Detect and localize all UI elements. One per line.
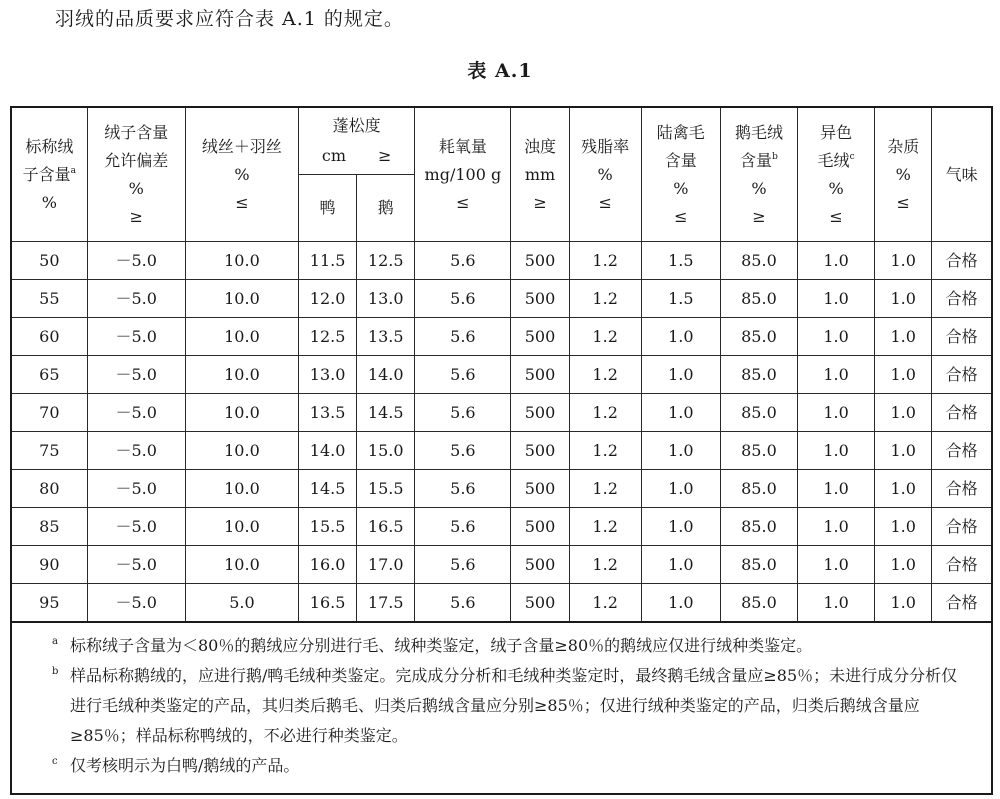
- table-cell: 12.5: [299, 318, 357, 356]
- table-cell: 1.0: [641, 394, 720, 432]
- header-odor: 气味: [932, 107, 992, 242]
- table-cell: 1.0: [641, 356, 720, 394]
- table-cell: 1.2: [569, 318, 641, 356]
- table-cell: 85.0: [720, 508, 797, 546]
- table-cell: 10.0: [185, 318, 298, 356]
- table-cell: 500: [511, 318, 569, 356]
- table-cell: 17.0: [357, 546, 415, 584]
- table-cell: 1.0: [875, 356, 932, 394]
- table-cell: －5.0: [87, 394, 185, 432]
- table-cell: －5.0: [87, 470, 185, 508]
- table-cell: 1.2: [569, 280, 641, 318]
- table-cell: 1.0: [875, 394, 932, 432]
- table-cell: 合格: [932, 394, 992, 432]
- header-residual-fat: 残脂率 % ≤: [569, 107, 641, 242]
- table-cell: 90: [11, 546, 87, 584]
- table-cell: 70: [11, 394, 87, 432]
- table-cell: 12.5: [357, 242, 415, 280]
- table-cell: 500: [511, 470, 569, 508]
- header-fill-power: 蓬松度 cm ≥: [299, 107, 415, 175]
- table-cell: 1.0: [875, 432, 932, 470]
- table-row: [11, 356, 992, 394]
- table-cell: 合格: [932, 242, 992, 280]
- table-cell: 1.0: [798, 584, 875, 623]
- table-cell: 合格: [932, 356, 992, 394]
- table-row: [11, 280, 992, 318]
- table-cell: 合格: [932, 470, 992, 508]
- header-goose-content: 鹅毛绒 含量$^b$ % ≥: [720, 107, 797, 242]
- table-cell: 5.6: [415, 242, 511, 280]
- table-cell: －5.0: [87, 432, 185, 470]
- table-cell: 85.0: [720, 318, 797, 356]
- table-row: [11, 470, 992, 508]
- table-cell: 1.0: [798, 280, 875, 318]
- table-cell: 16.5: [299, 584, 357, 623]
- table-cell: 500: [511, 242, 569, 280]
- table-cell: 1.0: [875, 318, 932, 356]
- table-cell: 13.5: [299, 394, 357, 432]
- table-row: [11, 394, 992, 432]
- table-cell: 15.5: [299, 508, 357, 546]
- header-fill-power-goose: 鹅: [357, 175, 415, 242]
- table-cell: 10.0: [185, 394, 298, 432]
- table-cell: 11.5: [299, 242, 357, 280]
- table-cell: 1.2: [569, 508, 641, 546]
- table-cell: 14.0: [357, 356, 415, 394]
- table-cell: 10.0: [185, 432, 298, 470]
- table-cell: 1.0: [798, 318, 875, 356]
- table-cell: 16.0: [299, 546, 357, 584]
- quality-requirements-table: [10, 106, 993, 623]
- table-cell: 合格: [932, 546, 992, 584]
- table-notes: [10, 621, 993, 795]
- table-cell: 5.6: [415, 318, 511, 356]
- table-cell: 85.0: [720, 280, 797, 318]
- table-cell: 85.0: [720, 584, 797, 623]
- header-turbidity: 浊度 mm ≥: [511, 107, 569, 242]
- table-cell: 1.0: [798, 470, 875, 508]
- table-cell: 80: [11, 470, 87, 508]
- table-cell: 1.0: [798, 242, 875, 280]
- table-cell: 1.0: [641, 584, 720, 623]
- table-cell: 1.0: [798, 546, 875, 584]
- intro-text: 羽绒的品质要求应符合表 A.1 的规定。: [55, 8, 404, 30]
- table-cell: 合格: [932, 280, 992, 318]
- table-row: [11, 432, 992, 470]
- table-cell: 15.0: [357, 432, 415, 470]
- table-cell: 500: [511, 280, 569, 318]
- table-cell: 5.6: [415, 470, 511, 508]
- table-cell: －5.0: [87, 242, 185, 280]
- header-fiber: 绒丝＋羽丝 % ≤: [185, 107, 298, 242]
- header-off-color: 异色 毛绒$^c$ % ≤: [798, 107, 875, 242]
- table-cell: 1.5: [641, 242, 720, 280]
- table-cell: 75: [11, 432, 87, 470]
- table-cell: 14.5: [299, 470, 357, 508]
- table-cell: 500: [511, 432, 569, 470]
- table-cell: 10.0: [185, 280, 298, 318]
- table-cell: 500: [511, 394, 569, 432]
- table-cell: 1.0: [875, 584, 932, 623]
- table-cell: 1.0: [798, 432, 875, 470]
- table-cell: 1.0: [798, 508, 875, 546]
- table-cell: 85.0: [720, 242, 797, 280]
- table-cell: 10.0: [185, 242, 298, 280]
- table-cell: 5.6: [415, 394, 511, 432]
- table-cell: 13.0: [357, 280, 415, 318]
- table-cell: 85: [11, 508, 87, 546]
- table-cell: 5.6: [415, 280, 511, 318]
- table-cell: 85.0: [720, 432, 797, 470]
- table-cell: 1.0: [798, 394, 875, 432]
- table-cell: 1.2: [569, 242, 641, 280]
- table-row: [11, 508, 992, 546]
- table-cell: 13.5: [357, 318, 415, 356]
- table-cell: 合格: [932, 584, 992, 623]
- table-cell: 500: [511, 356, 569, 394]
- note-a: a 标称绒子含量为＜80％的鹅绒应分别进行毛、绒种类鉴定，绒子含量≥80％的鹅绒应仅进行绒种类鉴定。: [52, 636, 813, 655]
- table-cell: 16.5: [357, 508, 415, 546]
- table-cell: 1.0: [875, 280, 932, 318]
- table-cell: 500: [511, 508, 569, 546]
- table-cell: 1.0: [875, 508, 932, 546]
- table-cell: 合格: [932, 432, 992, 470]
- table-cell: －5.0: [87, 280, 185, 318]
- header-nominal-down-content: 标称绒 子含量$^a$ %: [11, 107, 87, 242]
- table-cell: 10.0: [185, 508, 298, 546]
- table-cell: 65: [11, 356, 87, 394]
- table-cell: 95: [11, 584, 87, 623]
- table-cell: 5.6: [415, 546, 511, 584]
- table-cell: 1.0: [641, 432, 720, 470]
- table-cell: 1.2: [569, 356, 641, 394]
- table-cell: 17.5: [357, 584, 415, 623]
- table-cell: 1.0: [875, 242, 932, 280]
- table-cell: 1.0: [641, 546, 720, 584]
- table-cell: 10.0: [185, 546, 298, 584]
- header-landfowl: 陆禽毛 含量 % ≤: [641, 107, 720, 242]
- table-cell: －5.0: [87, 318, 185, 356]
- table-cell: 15.5: [357, 470, 415, 508]
- table-cell: 5.6: [415, 432, 511, 470]
- table-cell: 1.0: [875, 546, 932, 584]
- note-c: c 仅考核明示为白鸭/鹅绒的产品。: [52, 756, 300, 775]
- table-cell: 1.2: [569, 432, 641, 470]
- table-cell: 60: [11, 318, 87, 356]
- table-cell: 合格: [932, 508, 992, 546]
- table-cell: 14.5: [357, 394, 415, 432]
- table-cell: 5.6: [415, 508, 511, 546]
- table-cell: －5.0: [87, 508, 185, 546]
- table-cell: 14.0: [299, 432, 357, 470]
- table-cell: 5.6: [415, 356, 511, 394]
- table-cell: 1.0: [875, 470, 932, 508]
- header-fill-power-duck: 鸭: [299, 175, 357, 242]
- header-impurity: 杂质 % ≤: [875, 107, 932, 242]
- table-cell: 55: [11, 280, 87, 318]
- table-cell: 85.0: [720, 470, 797, 508]
- table-cell: －5.0: [87, 356, 185, 394]
- table-cell: 1.2: [569, 394, 641, 432]
- table-cell: 1.2: [569, 546, 641, 584]
- table-cell: 合格: [932, 318, 992, 356]
- table-cell: 85.0: [720, 356, 797, 394]
- table-cell: 1.0: [798, 356, 875, 394]
- table-cell: 50: [11, 242, 87, 280]
- table-cell: 5.6: [415, 584, 511, 623]
- note-b: b 样品标称鹅绒的，应进行鹅/鸭毛绒种类鉴定。完成成分分析和毛绒种类鉴定时，最终鹅毛绒含量应≥85％；未进行成分分析仅进行毛绒种类鉴定的产品，其归类后鹅毛、归类后鹅绒含量应分别≥85％；仅进行绒种类鉴定的产品，归类后鹅绒含量应≥85％；样品标称鸭绒的，不必进行种类鉴定。: [52, 666, 958, 745]
- table-cell: 85.0: [720, 546, 797, 584]
- table-cell: －5.0: [87, 584, 185, 623]
- table-row: [11, 546, 992, 584]
- table-row: [11, 242, 992, 280]
- table-caption: 表 A.1: [467, 60, 533, 82]
- table-cell: 500: [511, 546, 569, 584]
- table-cell: 1.0: [641, 508, 720, 546]
- table-row: [11, 584, 992, 623]
- table-cell: 12.0: [299, 280, 357, 318]
- table-cell: 1.2: [569, 470, 641, 508]
- header-oxygen: 耗氧量 mg/100 g ≤: [415, 107, 511, 242]
- table-cell: 1.2: [569, 584, 641, 623]
- table-cell: 1.5: [641, 280, 720, 318]
- header-tolerance: 绒子含量 允许偏差 % ≥: [87, 107, 185, 242]
- table-cell: 1.0: [641, 470, 720, 508]
- table-cell: 13.0: [299, 356, 357, 394]
- table-cell: 5.0: [185, 584, 298, 623]
- table-cell: 10.0: [185, 470, 298, 508]
- table-cell: 1.0: [641, 318, 720, 356]
- table-cell: 85.0: [720, 394, 797, 432]
- table-cell: 10.0: [185, 356, 298, 394]
- table-cell: －5.0: [87, 546, 185, 584]
- table-cell: 500: [511, 584, 569, 623]
- table-row: [11, 318, 992, 356]
